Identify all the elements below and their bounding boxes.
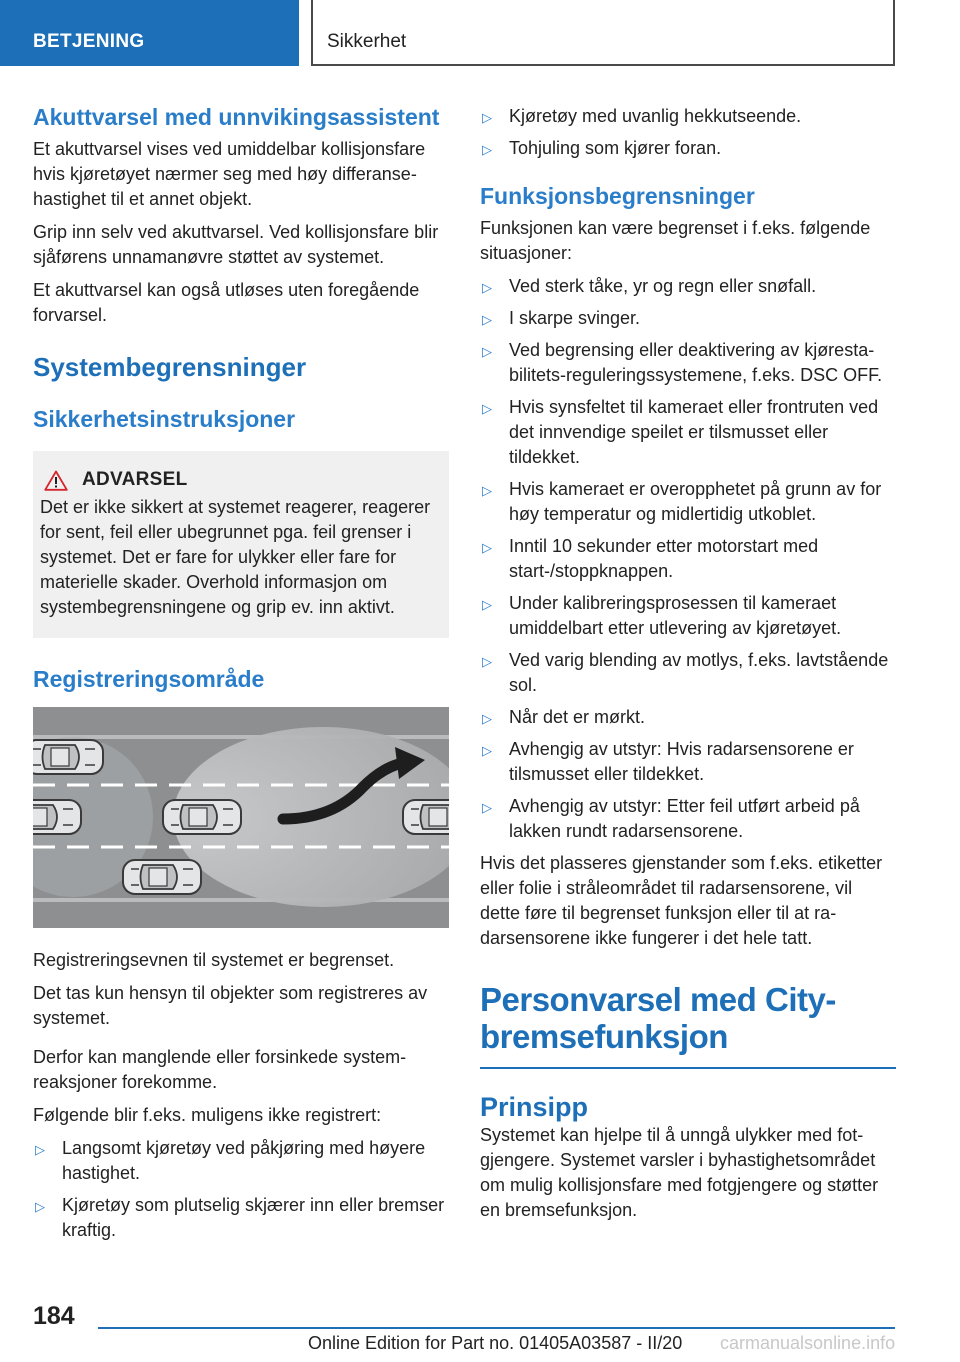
bullet-list xyxy=(33,1136,449,1243)
heading-registreringsomrade: Registreringsområde xyxy=(33,666,265,692)
bullet-arrow-icon: ▷ xyxy=(482,344,492,359)
road-diagram xyxy=(33,707,449,928)
list-item: ▷ Hvis synsfeltet til kameraet eller frontruten ved det innvendige speilet er tilsmusset eller tildekket. xyxy=(482,397,879,467)
bullet-list xyxy=(480,104,896,161)
bullet-arrow-icon: ▷ xyxy=(482,280,492,295)
paragraph: Et akuttvarsel kan også utløses uten foregående forvarsel. xyxy=(33,280,420,325)
bullet-arrow-icon: ▷ xyxy=(482,401,492,416)
footer-watermark: carmanualsonline.info xyxy=(720,1333,896,1353)
bullet-arrow-icon: ▷ xyxy=(482,312,492,327)
bullet-arrow-icon: ▷ xyxy=(35,1199,45,1214)
paragraph: Et akuttvarsel vises ved umiddelbar kollisjonsfare hvis kjøretøyet nærmer seg med høy differansehastighet til et annet objekt. xyxy=(33,139,426,209)
list-item: ▷ Under kalibreringsprosessen til kameraet umiddelbart etter utlevering av kjøretøyet. xyxy=(482,593,842,638)
paragraph: Grip inn selv ved akuttvarsel. Ved kollisjonsfare blir sjåførens unnamanøvre støttet av systemet. xyxy=(33,222,439,267)
footer-rule xyxy=(98,1327,895,1329)
header-section-label: BETJENING xyxy=(33,31,145,52)
warning-text: Det er ikke sikkert at systemet reagerer, reagerer for sent, feil eller ubegrunnet pga. feil grenser i systemet. Det er fare for ulykker eller fare for materielle skader. Overhold informasjon om systembegrensningene og grip ev. inn aktivt. xyxy=(40,497,431,617)
detection-area-illustration xyxy=(33,707,449,928)
warning-triangle-icon xyxy=(44,470,68,491)
paragraph: Registreringsevnen til systemet er begrenset. xyxy=(33,950,395,970)
footer-edition: Online Edition for Part no. 01405A03587 - II/20 xyxy=(308,1333,683,1353)
list-item: ▷ Ved varig blending av motlys, f.eks. lavtstående sol. xyxy=(482,650,889,695)
list-item: ▷ Tohjuling som kjører foran. xyxy=(480,136,896,161)
list-item: ▷ Kjøretøy med uvanlig hekkutseende. xyxy=(480,104,896,129)
list-item: ▷ Avhengig av utstyr: Etter feil utført arbeid på lakken rundt radarsensorene. xyxy=(482,796,860,841)
heading-sikkerhetsinstruksjoner: Sikkerhetsinstruksjoner xyxy=(33,406,296,432)
list-item: ▷ Avhengig av utstyr: Hvis radarsensorene er tilsmusset eller tildekket. xyxy=(482,739,854,784)
left-column xyxy=(33,104,449,1250)
warning-box xyxy=(33,451,449,638)
list-item: ▷ Ved sterk tåke, yr og regn eller snøfall. xyxy=(480,274,896,299)
heading-akuttvarsel: Akuttvarsel med unnvikingsassistent xyxy=(33,104,440,130)
list-item: ▷ Ved begrensing eller deaktivering av kjørestabilitets-reguleringssystemene, f.eks. DSC OFF. xyxy=(482,340,883,385)
right-column xyxy=(480,104,896,1231)
warning-header xyxy=(40,469,441,491)
list-item: ▷ Inntil 10 sekunder etter motorstart med start-/stoppknappen. xyxy=(482,536,819,581)
bullet-arrow-icon: ▷ xyxy=(482,743,492,758)
bullet-arrow-icon: ▷ xyxy=(482,483,492,498)
list-item: ▷ Hvis kameraet er overopphetet på grunn av for høy temperatur og midlertidig utkoblet. xyxy=(482,479,882,524)
paragraph: Det tas kun hensyn til objekter som registreres av systemet. xyxy=(33,983,428,1028)
warning-title: ADVARSEL xyxy=(82,469,188,490)
heading-prinsipp: Prinsipp xyxy=(480,1092,589,1122)
heading-systembegrensninger: Systembegrensninger xyxy=(33,352,307,382)
header-chapter-tab xyxy=(311,0,895,66)
list-item: ▷ Når det er mørkt. xyxy=(480,705,896,730)
bullet-arrow-icon: ▷ xyxy=(482,800,492,815)
bullet-list xyxy=(480,274,896,844)
bullet-arrow-icon: ▷ xyxy=(482,110,492,125)
bullet-arrow-icon: ▷ xyxy=(482,711,492,726)
bullet-arrow-icon: ▷ xyxy=(482,540,492,555)
header-chapter-label: Sikkerhet xyxy=(327,31,407,52)
page-number: 184 xyxy=(33,1302,75,1330)
bullet-arrow-icon: ▷ xyxy=(482,142,492,157)
paragraph: Følgende blir f.eks. muligens ikke registrert: xyxy=(33,1105,382,1125)
paragraph: Hvis det plasseres gjenstander som f.eks. etiketter eller folie i stråleområdet til radarsensorene, vil dette føre til begrenset funksjon eller til at radarsensorene ikke fungerer i det hele tatt. xyxy=(480,853,883,948)
list-item: ▷ I skarpe svinger. xyxy=(480,306,896,331)
bullet-arrow-icon: ▷ xyxy=(482,597,492,612)
heading-funksjonsbegrensninger: Funksjonsbegrensninger xyxy=(480,183,755,209)
list-item: ▷ Kjøretøy som plutselig skjærer inn eller bremser kraftig. xyxy=(35,1195,445,1240)
paragraph: Funksjonen kan være begrenset i f.eks. følgende situasjoner: xyxy=(480,218,871,263)
paragraph: Derfor kan manglende eller forsinkede systemreaksjoner forekomme. xyxy=(33,1047,407,1092)
paragraph: Systemet kan hjelpe til å unngå ulykker med fotgjengere. Systemet varsler i byhastighetsområdet om mulig kollisjonsfare med fotgjengere og støtter en bremsefunksjon. xyxy=(480,1125,879,1220)
heading-personvarsel: Personvarsel med City-bremsefunksjon xyxy=(480,981,836,1055)
list-item: ▷ Langsomt kjøretøy ved påkjøring med høyere hastighet. xyxy=(35,1138,426,1183)
heading-underline xyxy=(480,1067,896,1069)
bullet-arrow-icon: ▷ xyxy=(35,1142,45,1157)
bullet-arrow-icon: ▷ xyxy=(482,654,492,669)
header-section-tab xyxy=(0,0,299,66)
